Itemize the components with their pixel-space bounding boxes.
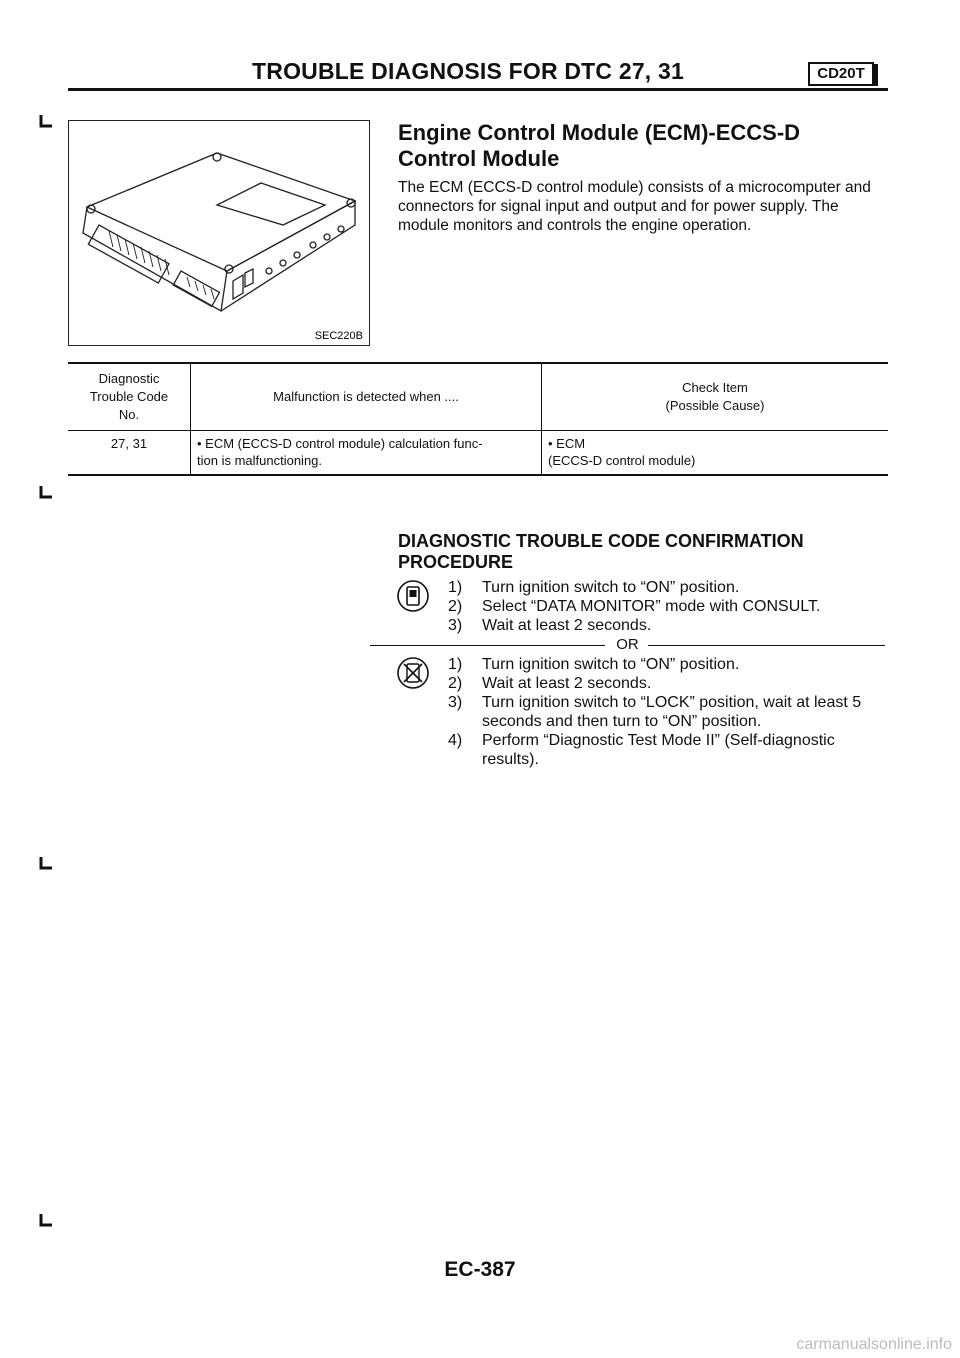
- consult-steps: [448, 578, 884, 635]
- list-item: 3) Wait at least 2 seconds.: [448, 617, 652, 634]
- header-malfunction: Malfunction is detected when ....: [191, 363, 542, 431]
- header-dtc-no: Diagnostic Trouble Code No.: [68, 363, 191, 431]
- list-item: 2) Wait at least 2 seconds.: [448, 675, 652, 692]
- margin-mark: [38, 484, 54, 500]
- no-tools-steps: [448, 655, 884, 769]
- margin-mark: [38, 855, 54, 871]
- procedure-title: DIAGNOSTIC TROUBLE CODE CONFIRMATION PROCEDURE: [398, 531, 804, 572]
- list-item: 4) Perform “Diagnostic Test Mode II” (Self-diagnostic results).: [448, 732, 835, 768]
- margin-mark: [38, 1212, 54, 1228]
- list-item: 2) Select “DATA MONITOR” mode with CONSULT.: [448, 598, 821, 615]
- consult-tester-icon: [395, 578, 431, 614]
- header-check-item: Check Item (Possible Cause): [665, 380, 765, 413]
- check-item-cell: • ECM (ECCS-D control module): [548, 436, 696, 468]
- malfunction-cell: • ECM (ECCS-D control module) calculation func- tion is malfunctioning.: [191, 431, 542, 476]
- dtc-code-cell: 27, 31: [68, 431, 191, 476]
- page-number: EC-387: [444, 1258, 516, 1281]
- page-header-title: TROUBLE DIAGNOSIS FOR DTC 27, 31: [252, 58, 684, 84]
- no-tools-icon: [395, 655, 431, 691]
- ecm-figure: [68, 120, 370, 346]
- watermark: carmanualsonline.info: [796, 1336, 952, 1353]
- dtc-table: [68, 362, 888, 476]
- table-header-row: [68, 363, 888, 431]
- header-rule: [68, 88, 888, 91]
- ecm-module-illustration: [69, 121, 369, 345]
- section-description: The ECM (ECCS-D control module) consists of a microcomputer and connectors for signal input and output and for power supply. The module monitors and controls the engine operation.: [398, 179, 871, 234]
- list-item: 1) Turn ignition switch to “ON” position.: [448, 656, 740, 673]
- margin-mark: [38, 113, 54, 129]
- section-title: Engine Control Module (ECM)-ECCS-D Control Module: [398, 120, 801, 171]
- table-row: [68, 431, 888, 476]
- figure-code: SEC220B: [314, 330, 363, 342]
- engine-model-badge: CD20T: [808, 62, 874, 86]
- list-item: 3) Turn ignition switch to “LOCK” position, wait at least 5 seconds and then turn to “ON” position.: [448, 694, 862, 730]
- list-item: 1) Turn ignition switch to “ON” position.: [448, 579, 740, 596]
- or-separator: OR: [370, 637, 885, 653]
